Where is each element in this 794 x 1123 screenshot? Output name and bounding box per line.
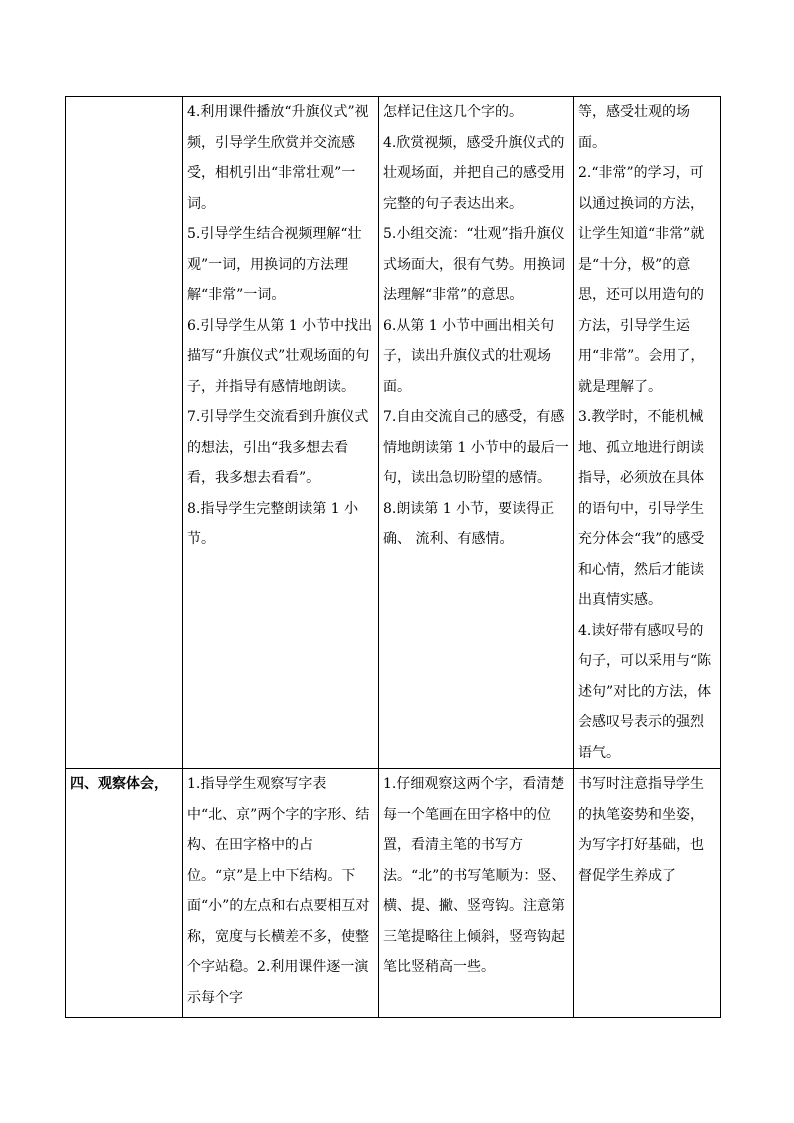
teacher-activity-cell <box>183 769 379 1018</box>
teacher-step: 5.引导学生结合视频理解“壮观”一词，用换词的方法理解“非常”一词。 <box>187 226 362 303</box>
stage-cell <box>66 769 183 1018</box>
student-step: 6.从第 1 小节中画出相关句子，读出升旗仪式的壮观场面。 <box>383 317 555 395</box>
student-step: 5.小组交流：“壮观”指升旗仪式场面大，很有气势。用换词法理解“非常”的意思。 <box>383 226 565 303</box>
intent-note: 2.“非常”的学习，可以通过换词的方法，让学生知道“非常”就是“十分，极”的意思，还可以用造句的方法，引导学生运用“非常”。会用了，就是理解了。 <box>578 165 705 395</box>
student-step: 7.自由交流自己的感受，有感情地朗读第 1 小节中的最后一句，读出急切盼望的感情。 <box>383 409 569 486</box>
intent-note: 等，感受壮观的场面。 <box>578 104 690 151</box>
intent-note: 书写时注意指导学生的执笔姿势和坐姿，为写字打好基础，也督促学生养成了 <box>578 776 704 884</box>
design-intent-cell <box>574 97 721 769</box>
design-intent-cell <box>574 769 721 1018</box>
teacher-step: 4.利用课件播放“升旗仪式”视频，引导学生欣赏并交流感受，相机引出“非常壮观”一词。 <box>187 104 369 212</box>
teacher-step: 7.引导学生交流看到升旗仪式的想法，引出“我多想去看看，我多想去看看”。 <box>187 409 369 486</box>
teacher-step: 1.指导学生观察写字表中“北、京”两个字的字形、结构、在田字格中的占位。“京”是上中下结构。下面“小”的左点和右点要相互对称，宽度与长横差不多，使整个字站稳。2.利用课件逐一演示每个字 <box>187 776 370 1006</box>
stage-title: 四、观察体会， <box>70 776 168 792</box>
student-step: 4.欣赏视频，感受升旗仪式的壮观场面，并把自己的感受用完整的句子表达出来。 <box>383 134 565 212</box>
table-row <box>66 97 721 769</box>
table-row <box>66 769 721 1018</box>
teacher-step: 8.指导学生完整朗读第 1 小节。 <box>187 500 359 547</box>
intent-note: 4.读好带有感叹号的句子，可以采用与“陈述句”对比的方法，体会感叹号表示的强烈语气。 <box>578 622 712 761</box>
student-step: 怎样记住这几个字的。 <box>383 104 523 120</box>
student-activity-cell <box>379 769 574 1018</box>
student-step: 8.朗读第 1 小节，要读得正确、 流利、有感情。 <box>383 500 555 547</box>
stage-cell <box>66 97 183 769</box>
teacher-activity-cell <box>183 97 379 769</box>
intent-note: 3.教学时，不能机械地、孤立地进行朗读指导，必须放在具体的语句中，引导学生充分体会“我”的感受和心情，然后才能读出真情实感。 <box>578 409 705 608</box>
student-step: 1.仔细观察这两个字，看清楚每一个笔画在田字格中的位置，看清主笔的书写方法。“北”的书写笔顺为：竖、横、提、撇、竖弯钩。注意第三笔提略往上倾斜，竖弯钩起笔比竖稍高一些。 <box>383 776 566 975</box>
lesson-plan-table <box>65 96 721 1018</box>
student-activity-cell <box>379 97 574 769</box>
teacher-step: 6.引导学生从第 1 小节中找出描写“升旗仪式”壮观场面的句子，并指导有感情地朗读。 <box>187 317 373 395</box>
